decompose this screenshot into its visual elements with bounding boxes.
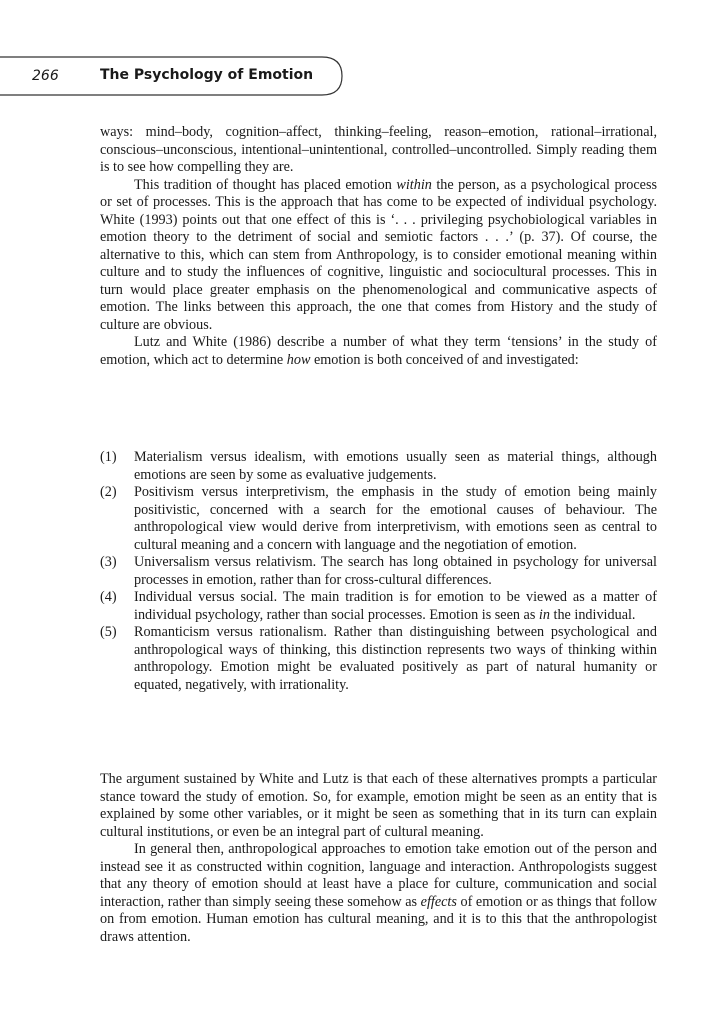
list-text: Universalism versus relativism. The search has long obtained in psychology for universal processes in emotion, rather than for cross-cultural differences. bbox=[134, 554, 657, 588]
paragraph: Lutz and White (1986) describe a number of what they term ‘tensions’ in the study of emotion, which act to determine how emotion is both conceived of and investigated: bbox=[100, 334, 657, 368]
list-number: (2) bbox=[100, 484, 117, 500]
list-item bbox=[100, 589, 657, 624]
paragraph: ways: mind–body, cognition–affect, thinking–feeling, reason–emotion, rational–irrational, conscious–unconscious, intentional–unintentional, controlled–uncontrolled. Simply reading them is to see how compelling they are. bbox=[100, 124, 657, 175]
list-number: (3) bbox=[100, 554, 117, 570]
paragraph: The argument sustained by White and Lutz is that each of these alternatives prompts a particular stance toward the study of emotion. So, for example, emotion might be seen as an entity that is explained by some other variables, or it might be seen as something that in its turn can explain cultural institutions, or even be an integral part of cultural meaning. bbox=[100, 771, 657, 840]
list-number: (5) bbox=[100, 624, 117, 640]
list-text: Romanticism versus rationalism. Rather than distinguishing between psychological and anthropological ways of thinking, this distinction represents two ways of thinking within anthropology. Emotion might be evaluated positively as part of natural humanity or equated, negatively, with irrationality. bbox=[134, 624, 657, 693]
paragraph: In general then, anthropological approaches to emotion take emotion out of the person and instead see it as constructed within cognition, language and interaction. Anthropologists suggest that any theory of emotion should at least have a place for culture, communication and social interaction, rather than simply seeing these somehow as effects of emotion or as things that follow on from emotion. Human emotion has cultural meaning, and it is to this that the anthropologist draws attention. bbox=[100, 841, 657, 945]
body-section-2 bbox=[100, 771, 657, 946]
list-item bbox=[100, 449, 657, 484]
list-number: (4) bbox=[100, 589, 117, 605]
list-item bbox=[100, 624, 657, 694]
list-item bbox=[100, 484, 657, 554]
tensions-list bbox=[100, 449, 657, 694]
list-number: (1) bbox=[100, 449, 117, 465]
list-item bbox=[100, 554, 657, 589]
list-text: Positivism versus interpretivism, the emphasis in the study of emotion being mainly positivistic, concerned with a search for the emotional causes of behaviour. The anthropological view would derive from interpretivism, with emotions seen as central to cultural meaning and a concern with language and the negotiation of emotion. bbox=[134, 484, 657, 553]
list-text: Individual versus social. The main tradition is for emotion to be viewed as a matter of individual psychology, rather than social processes. Emotion is seen as in the individual. bbox=[134, 589, 657, 623]
list-text: Materialism versus idealism, with emotions usually seen as material things, although emotions are seen by some as evaluative judgements. bbox=[134, 449, 657, 483]
body-section-1 bbox=[100, 124, 657, 369]
page-number: 266 bbox=[32, 68, 59, 84]
paragraph: This tradition of thought has placed emotion within the person, as a psychological process or set of processes. This is the approach that has come to be expected of individual psychology. White (1993) points out that one effect of this is ‘. . . privileging psychobiological variables in emotion theory to the detriment of social and semiotic factors . . .’ (p. 37). Of course, the alternative to this, which can stem from Anthropology, is to consider emotional meaning within culture and to study the influences of cognitive, linguistic and sociocultural processes. This in turn would place greater emphasis on the phenomenological and communicative aspects of emotion. The links between this approach, the one that comes from History and the study of culture are obvious. bbox=[100, 176, 657, 333]
running-title: The Psychology of Emotion bbox=[100, 67, 314, 83]
